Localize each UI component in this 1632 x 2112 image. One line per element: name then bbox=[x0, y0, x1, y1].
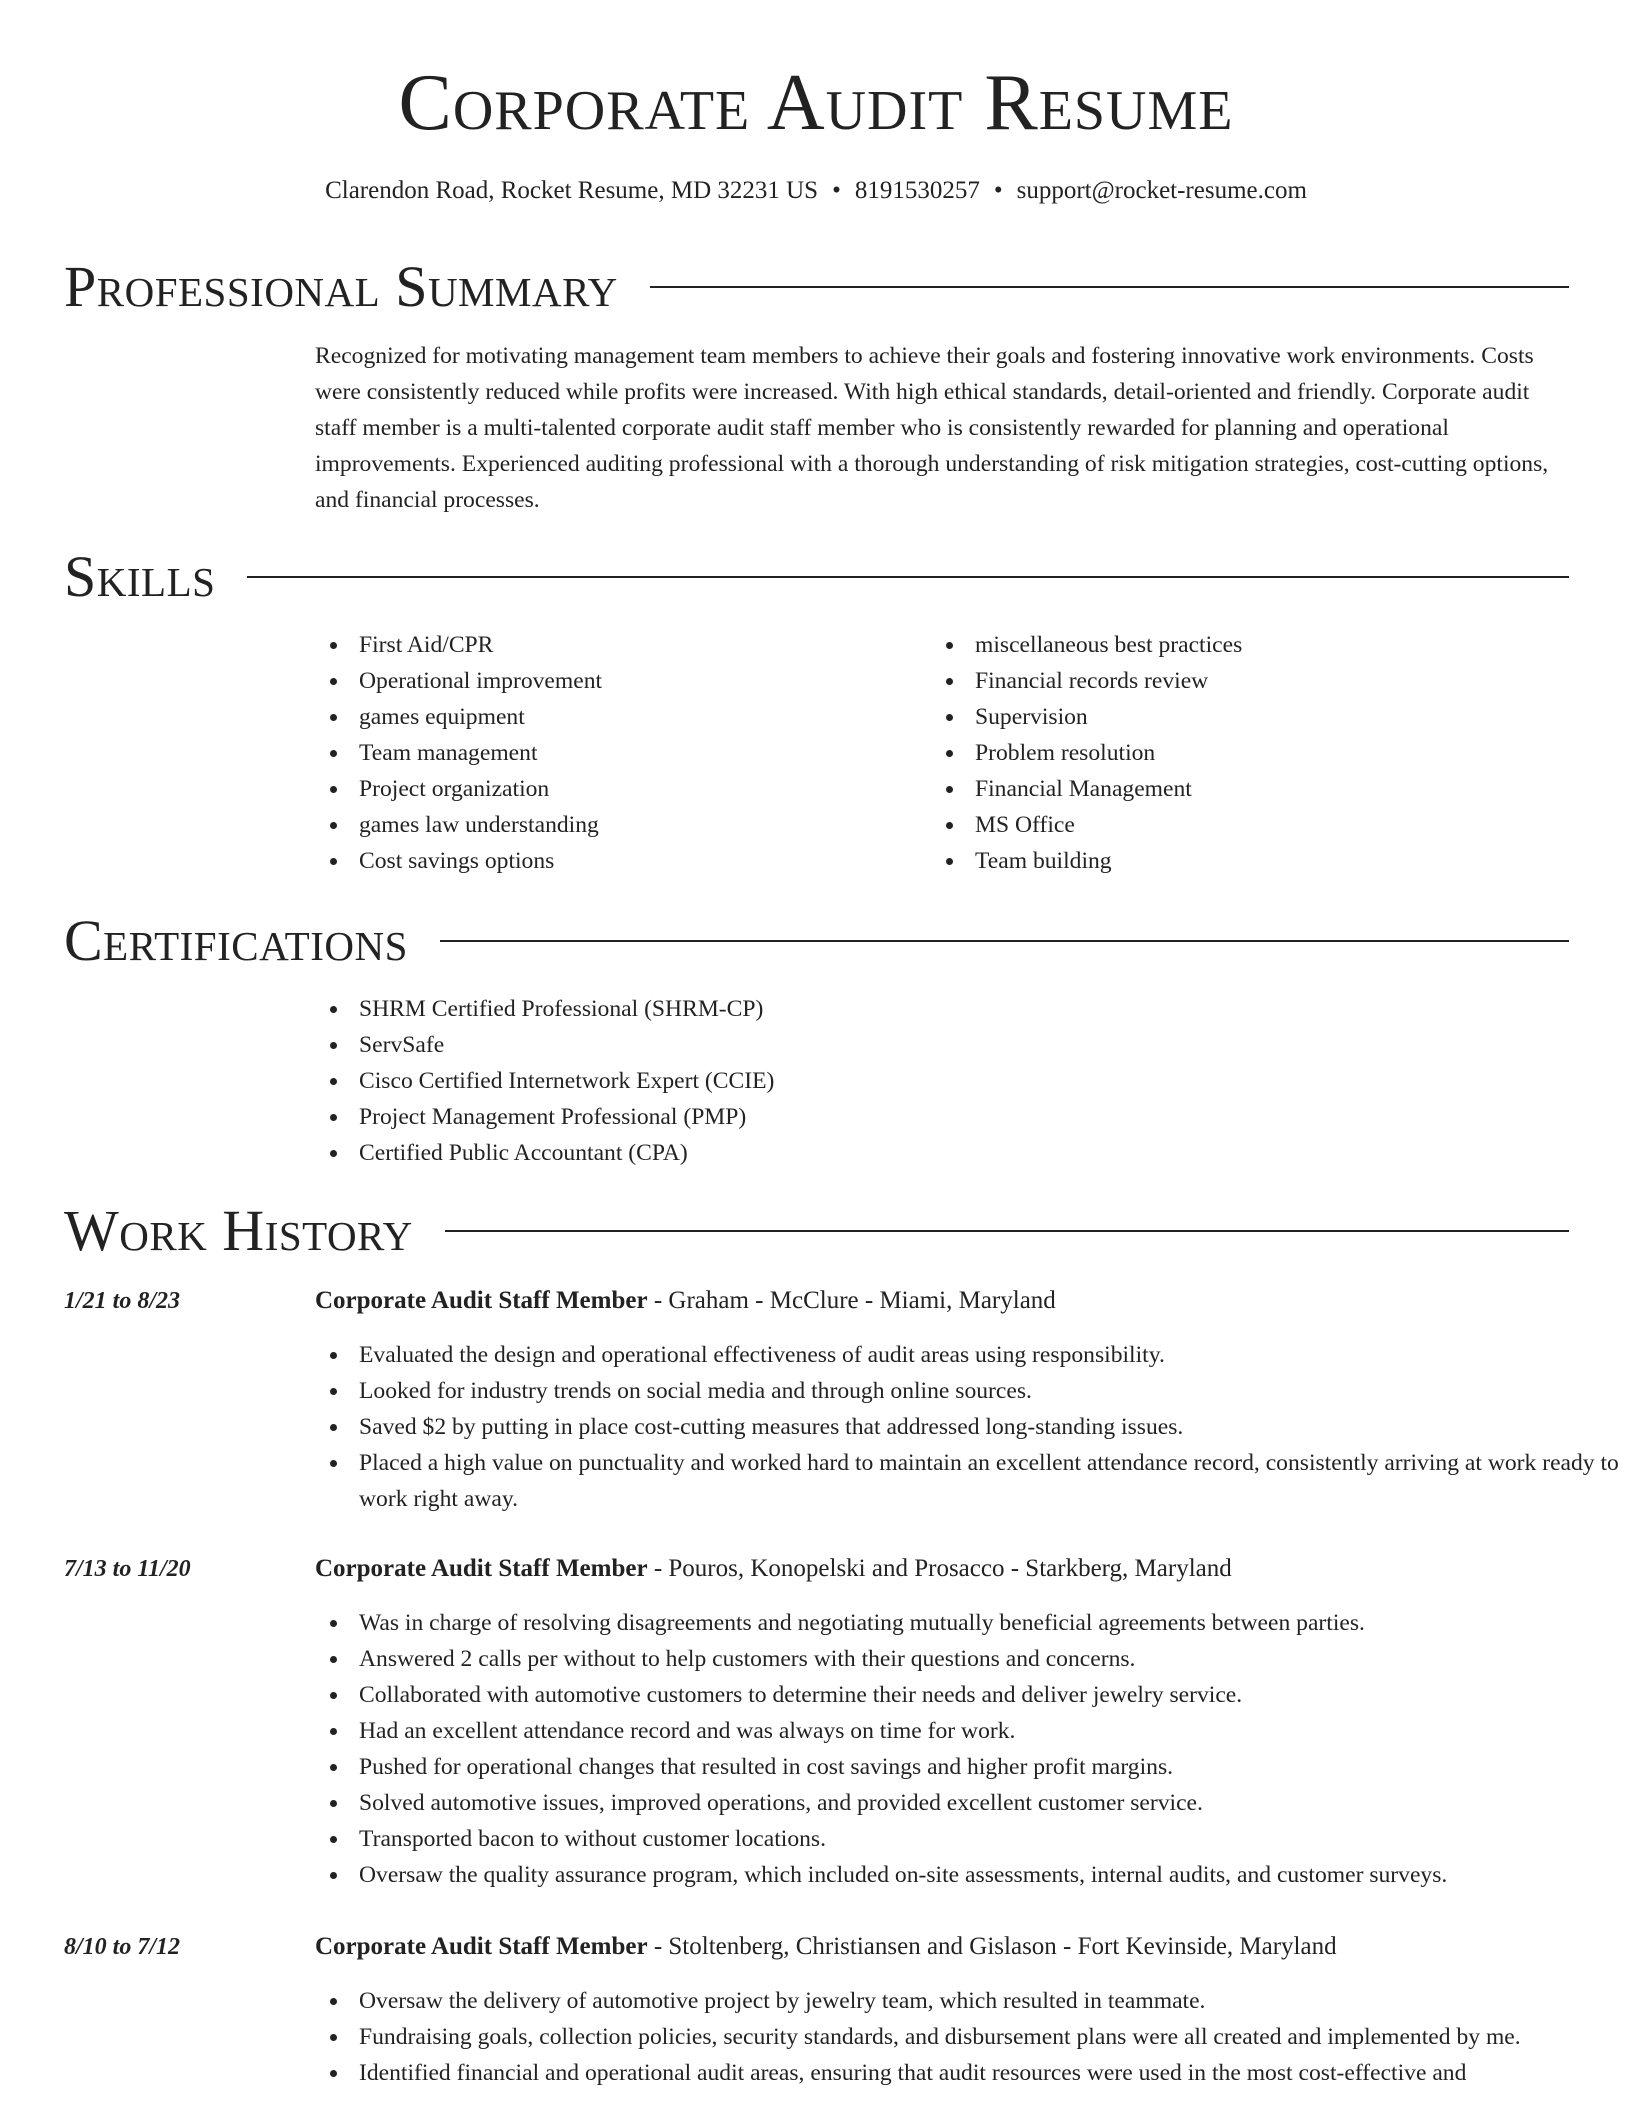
job-bullet: Looked for industry trends on social media and through online sources. bbox=[315, 1373, 1627, 1409]
skills-section-header bbox=[64, 542, 1569, 612]
job-bullet: Was in charge of resolving disagreements and negotiating mutually beneficial agreements between parties. bbox=[315, 1605, 1627, 1641]
section-divider bbox=[247, 576, 1569, 578]
job-bullet: Pushed for operational changes that resulted in cost savings and higher profit margins. bbox=[315, 1749, 1627, 1785]
job-bullet: Identified financial and operational audit areas, ensuring that audit resources were used in the most cost-effective and bbox=[315, 2055, 1627, 2091]
job-title-line bbox=[315, 1283, 1056, 1319]
certification-item: SHRM Certified Professional (SHRM-CP) bbox=[315, 991, 1565, 1027]
work-history-section-header bbox=[64, 1196, 1569, 1266]
certification-item: ServSafe bbox=[315, 1027, 1565, 1063]
job-dates: 7/13 to 11/20 bbox=[64, 1556, 191, 1582]
contact-separator: • bbox=[993, 177, 1003, 204]
job-bullet: Transported bacon to without customer locations. bbox=[315, 1821, 1627, 1857]
contact-phone: 8191530257 bbox=[854, 177, 980, 204]
job-bullet: Oversaw the delivery of automotive project by jewelry team, which resulted in teammate. bbox=[315, 1983, 1627, 2019]
job-bullet-list bbox=[315, 1337, 1627, 1517]
skill-item: Financial Management bbox=[931, 771, 1551, 807]
section-divider bbox=[440, 940, 1569, 942]
job-bullet: Evaluated the design and operational effectiveness of audit areas using responsibility. bbox=[315, 1337, 1627, 1373]
certification-item: Project Management Professional (PMP) bbox=[315, 1099, 1565, 1135]
section-divider bbox=[650, 286, 1569, 288]
skills-heading: Skills bbox=[64, 544, 216, 609]
job-bullet: Fundraising goals, collection policies, security standards, and disbursement plans were all created and implemented by me. bbox=[315, 2019, 1627, 2055]
job-bullet: Solved automotive issues, improved operations, and provided excellent customer service. bbox=[315, 1785, 1627, 1821]
skill-item: Project organization bbox=[315, 771, 915, 807]
job-bullet: Saved $2 by putting in place cost-cutting measures that addressed long-standing issues. bbox=[315, 1409, 1627, 1445]
skills-list-right bbox=[931, 627, 1551, 879]
summary-section-header bbox=[64, 252, 1569, 322]
certifications-section-header bbox=[64, 906, 1569, 976]
certifications-list bbox=[315, 991, 1565, 1171]
skill-item: games law understanding bbox=[315, 807, 915, 843]
resume-title: Corporate Audit Resume bbox=[398, 59, 1234, 147]
work-history-heading: Work History bbox=[64, 1198, 413, 1263]
job-dates: 1/21 to 8/23 bbox=[64, 1288, 181, 1314]
job-dates: 8/10 to 7/12 bbox=[64, 1934, 181, 1960]
job-title-line bbox=[315, 1929, 1337, 1965]
summary-text: Recognized for motivating management team members to achieve their goals and fostering innovative work environments. Costs were consistently reduced while profits were increased. With high ethical standards, detail-oriented and friendly. Corporate audit staff member is a multi-talented corporate audit staff member who is consistently rewarded for planning and operational improvements. Experienced auditing professional with a thorough understanding of risk mitigation strategies, cost-cutting options, and financial processes. bbox=[315, 343, 1549, 513]
skill-item: Team management bbox=[315, 735, 915, 771]
skill-item: MS Office bbox=[931, 807, 1551, 843]
skill-item: games equipment bbox=[315, 699, 915, 735]
certification-item: Certified Public Accountant (CPA) bbox=[315, 1135, 1565, 1171]
job-title-line bbox=[315, 1551, 1232, 1587]
job-employer-location: - Graham - McClure - Miami, Maryland bbox=[647, 1287, 1056, 1314]
job-title: Corporate Audit Staff Member bbox=[315, 1555, 648, 1582]
job-bullet-list bbox=[315, 1605, 1627, 1893]
skills-list-left bbox=[315, 627, 915, 879]
skill-item: Team building bbox=[931, 843, 1551, 879]
contact-line bbox=[0, 174, 1632, 208]
skill-item: miscellaneous best practices bbox=[931, 627, 1551, 663]
job-bullet: Oversaw the quality assurance program, which included on-site assessments, internal audits, and customer surveys. bbox=[315, 1857, 1627, 1893]
skill-item: First Aid/CPR bbox=[315, 627, 915, 663]
contact-address: Clarendon Road, Rocket Resume, MD 32231 US bbox=[325, 177, 819, 204]
job-employer-location: - Stoltenberg, Christiansen and Gislason - Fort Kevinside, Maryland bbox=[647, 1933, 1337, 1960]
skill-item: Financial records review bbox=[931, 663, 1551, 699]
job-employer-location: - Pouros, Konopelski and Prosacco - Starkberg, Maryland bbox=[647, 1555, 1232, 1582]
summary-heading: Professional Summary bbox=[64, 254, 618, 319]
skill-item: Cost savings options bbox=[315, 843, 915, 879]
skill-item: Supervision bbox=[931, 699, 1551, 735]
job-bullet: Collaborated with automotive customers to determine their needs and deliver jewelry service. bbox=[315, 1677, 1627, 1713]
contact-email[interactable]: support@rocket-resume.com bbox=[1016, 177, 1307, 204]
certification-item: Cisco Certified Internetwork Expert (CCIE) bbox=[315, 1063, 1565, 1099]
job-bullet-list bbox=[315, 1983, 1627, 2091]
job-title: Corporate Audit Staff Member bbox=[315, 1933, 648, 1960]
certifications-heading: Certifications bbox=[64, 908, 408, 973]
skill-item: Problem resolution bbox=[931, 735, 1551, 771]
job-bullet: Placed a high value on punctuality and worked hard to maintain an excellent attendance record, consistently arriving at work ready to work right away. bbox=[315, 1445, 1627, 1517]
skill-item: Operational improvement bbox=[315, 663, 915, 699]
section-divider bbox=[445, 1230, 1569, 1232]
job-bullet: Answered 2 calls per without to help customers with their questions and concerns. bbox=[315, 1641, 1627, 1677]
job-title: Corporate Audit Staff Member bbox=[315, 1287, 648, 1314]
contact-separator: • bbox=[832, 177, 841, 204]
job-bullet: Had an excellent attendance record and was always on time for work. bbox=[315, 1713, 1627, 1749]
